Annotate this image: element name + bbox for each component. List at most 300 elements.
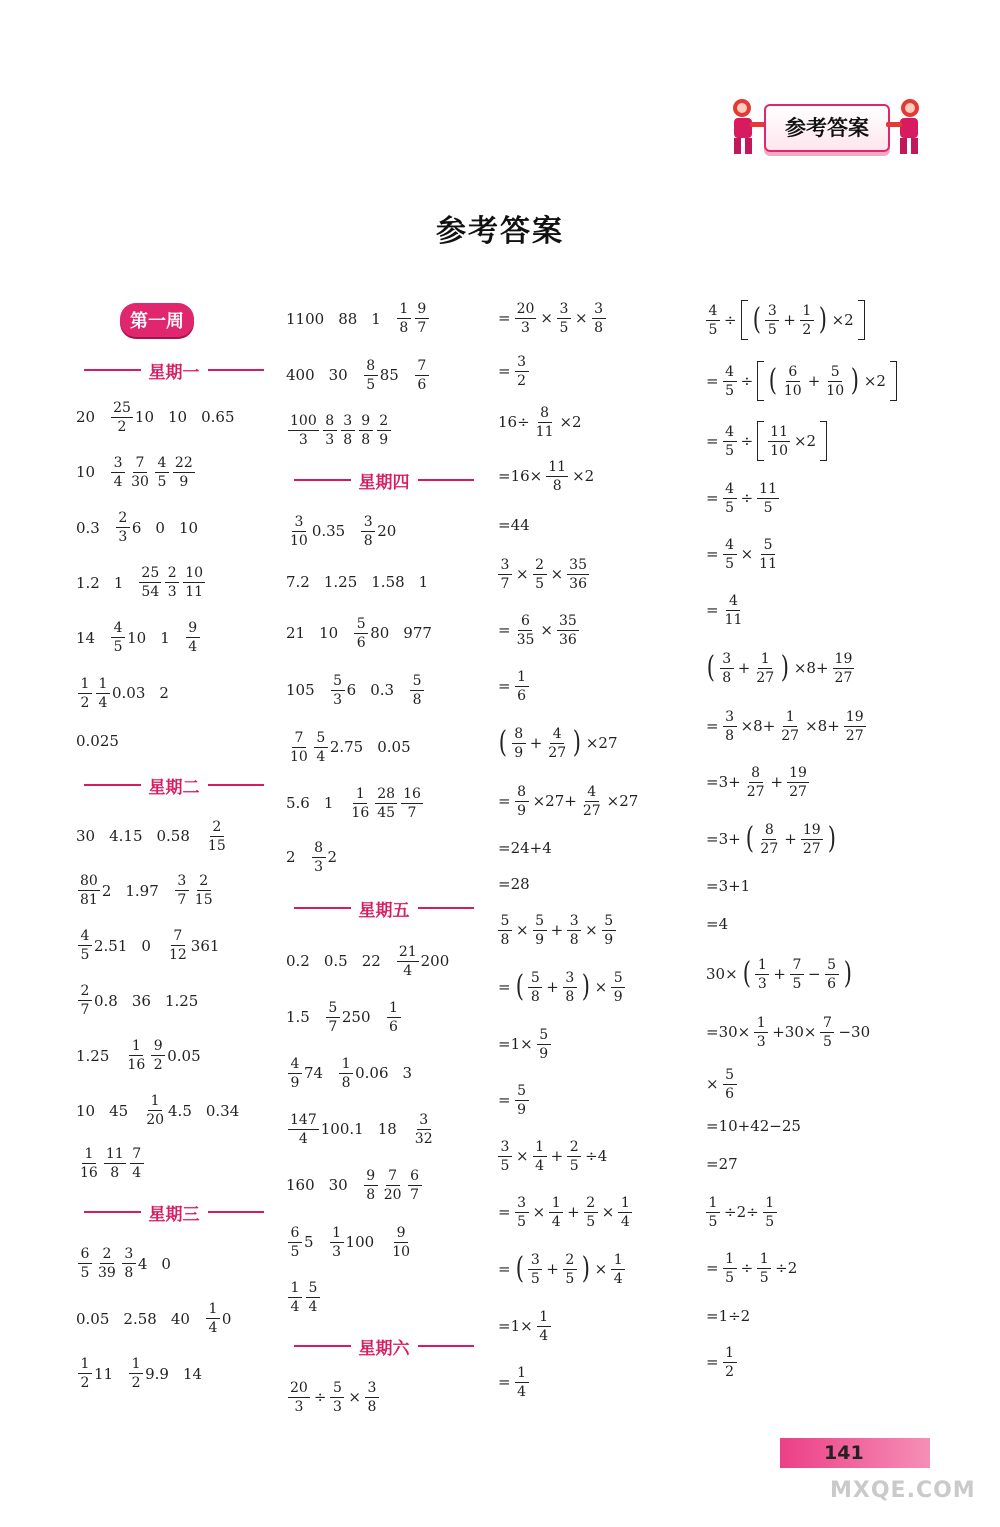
denominator: 27: [760, 840, 779, 857]
fraction: [528, 971, 542, 1004]
answer-value: 3: [402, 1064, 413, 1082]
numerator: 11: [548, 458, 567, 475]
operator: =30×: [706, 1023, 751, 1041]
numerator: 7: [386, 1169, 400, 1186]
fraction: [611, 971, 625, 1004]
answer-value: 30: [76, 827, 96, 845]
numerator: 1: [339, 1057, 353, 1074]
numerator: 6: [786, 365, 800, 382]
fraction: [768, 425, 790, 458]
numerator: 25: [141, 565, 160, 581]
operator: =: [498, 621, 511, 639]
fraction: [111, 456, 125, 489]
operator: +: [546, 978, 559, 996]
fraction: [331, 674, 345, 707]
fraction: [800, 304, 814, 337]
numerator: 7: [130, 1147, 144, 1164]
numerator: 1: [78, 677, 92, 694]
fraction: [288, 1381, 310, 1414]
operator: −: [807, 965, 821, 983]
operator: =: [498, 677, 511, 695]
fraction: [78, 1357, 92, 1390]
denominator: 5: [80, 1265, 90, 1281]
denominator: 3: [325, 431, 335, 448]
numerator: 9: [151, 1039, 165, 1056]
denominator: 2: [153, 1057, 163, 1073]
fraction: [288, 1057, 302, 1090]
operator: +: [529, 734, 543, 752]
parenthesis: (: [515, 1251, 524, 1286]
numerator: 2: [567, 1140, 581, 1157]
answer-value: 14: [182, 1364, 203, 1383]
numerator: 4: [723, 365, 737, 382]
divider-right: [208, 369, 265, 371]
operator: ×2: [793, 432, 817, 450]
answer-row: [76, 1138, 272, 1188]
denominator: 5: [823, 1033, 832, 1050]
operator: +: [567, 1203, 580, 1221]
denominator: 27: [756, 669, 775, 686]
denominator: 10: [783, 382, 802, 399]
numerator: 3: [563, 971, 577, 988]
answer-value: 0.03: [112, 684, 146, 702]
parenthesis: (: [768, 363, 778, 398]
fraction: [96, 677, 110, 710]
denominator: 5: [535, 575, 545, 592]
denominator: 5: [759, 1269, 769, 1286]
answer-value: 160: [286, 1176, 315, 1194]
numerator: 9: [364, 1169, 378, 1186]
denominator: 7: [177, 892, 187, 908]
denominator: 4: [535, 1157, 545, 1174]
answer-value: 2: [286, 848, 296, 866]
fraction: [165, 566, 179, 599]
fraction: [349, 787, 371, 820]
fraction: [288, 1226, 302, 1259]
divider-left: [84, 784, 141, 786]
answer-row: [76, 809, 272, 863]
answer-row: [286, 831, 482, 883]
equation-line: [496, 1184, 696, 1240]
operator: +: [770, 773, 784, 791]
parenthesis: (: [745, 821, 754, 856]
fraction: [326, 1001, 340, 1034]
fraction: [611, 1253, 625, 1286]
answer-value: 74: [304, 1064, 324, 1082]
fraction: [78, 929, 92, 962]
parenthesis: ): [780, 650, 790, 685]
answer-row: [286, 933, 482, 989]
fraction: [413, 1113, 435, 1146]
answer-value: 1.2: [76, 573, 100, 592]
fraction: [111, 401, 133, 434]
numerator: 7: [171, 929, 185, 946]
fraction: [546, 727, 568, 760]
fraction: [581, 785, 603, 818]
equation-line: [704, 582, 904, 638]
equation-line: [704, 1336, 904, 1388]
denominator: 2: [80, 1375, 90, 1391]
numerator: 1: [537, 1310, 551, 1327]
answer-row: [286, 503, 482, 559]
numerator: 3: [567, 914, 581, 931]
denominator: 4: [316, 748, 326, 765]
numerator: 5: [611, 971, 625, 988]
operator: ×: [574, 309, 588, 327]
numerator: 80: [80, 873, 98, 889]
fraction: [339, 1057, 353, 1090]
answer-row: [76, 973, 272, 1028]
day-heading: [286, 457, 482, 503]
numerator: 5: [828, 365, 842, 382]
numerator: 3: [292, 515, 306, 532]
operator: =: [498, 1091, 511, 1109]
divider-left: [294, 1345, 351, 1347]
numerator: 8: [512, 727, 526, 744]
denominator: 35: [516, 631, 535, 648]
fraction: [546, 460, 568, 493]
answer-value: 0.5: [323, 952, 348, 970]
numerator: 2: [533, 558, 547, 575]
numerator: 2: [197, 874, 211, 891]
fraction: [78, 1147, 100, 1180]
numerator: 1: [129, 1039, 143, 1056]
numerator: 1: [755, 958, 769, 975]
answer-row: [286, 775, 482, 831]
fraction: [288, 731, 310, 764]
numerator: 9: [394, 1226, 408, 1243]
parenthesis: (: [706, 650, 715, 685]
answer-value: 0: [221, 1309, 232, 1328]
denominator: 16: [127, 1057, 146, 1073]
fraction: [592, 302, 606, 335]
operator: =3+1: [706, 877, 751, 895]
denominator: 11: [535, 423, 554, 440]
answer-value: 2: [327, 848, 338, 866]
answer-row: [76, 1028, 272, 1083]
operator: ×: [594, 978, 608, 996]
denominator: 9: [535, 931, 545, 948]
operator: +30×: [772, 1023, 817, 1041]
numerator: 3: [592, 302, 606, 319]
numerator: 1: [754, 1016, 768, 1033]
operator: =: [706, 545, 719, 563]
operator: 30×: [706, 965, 738, 983]
operator: +: [737, 659, 751, 677]
numerator: 1: [353, 787, 367, 804]
equation-line: [496, 1016, 696, 1072]
fraction: [537, 1028, 551, 1061]
fraction: [130, 1147, 144, 1180]
day-label: 星期六: [358, 1338, 410, 1359]
answer-value: 11: [94, 1364, 114, 1383]
denominator: 4: [517, 1383, 527, 1400]
operator: =: [706, 372, 719, 390]
operator: =: [706, 717, 719, 735]
day-label: 星期三: [148, 1204, 200, 1225]
fraction: [144, 1094, 166, 1127]
answer-value: 2.58: [123, 1309, 157, 1328]
fraction: [288, 1281, 302, 1314]
answer-value: 0.05: [377, 738, 411, 756]
fraction: [515, 670, 529, 703]
numerator: 1: [706, 1196, 720, 1213]
denominator: 7: [407, 804, 417, 821]
operator: =: [498, 1260, 511, 1278]
numerator: 1: [96, 677, 110, 694]
answer-row: [76, 1291, 272, 1346]
denominator: 10: [770, 442, 788, 459]
operator: =3+: [706, 773, 741, 791]
parenthesis: (: [742, 956, 751, 991]
denominator: 2: [117, 418, 127, 435]
kid-right-illustration: [886, 96, 930, 158]
answer-value: 5.6: [286, 794, 310, 812]
operator: =: [706, 1353, 719, 1371]
answer-value: 10: [319, 624, 339, 642]
numerator: 19: [834, 650, 853, 667]
denominator: 5: [765, 1213, 775, 1230]
equation-line: [704, 1060, 904, 1108]
answer-row: [76, 555, 272, 610]
operator: =: [498, 1203, 511, 1221]
denominator: 4: [290, 1298, 300, 1315]
answer-value: 22: [361, 952, 381, 970]
operator: ÷: [724, 311, 737, 329]
numerator: 1: [82, 1147, 96, 1164]
operator: +: [773, 965, 786, 983]
numerator: 1: [757, 1252, 771, 1269]
fraction: [567, 1140, 581, 1173]
denominator: 5: [725, 1269, 735, 1286]
denominator: 5: [763, 499, 773, 516]
denominator: 8: [124, 1265, 134, 1281]
fraction: [288, 515, 310, 548]
numerator: 2: [377, 414, 391, 431]
answer-value: 1.5: [286, 1008, 310, 1026]
equation-line: [704, 904, 904, 944]
numerator: 6: [288, 1226, 302, 1243]
fraction: [563, 971, 577, 1004]
header-badge: [718, 96, 930, 162]
denominator: 3: [294, 1398, 304, 1415]
answer-value: 1.58: [371, 573, 405, 591]
parenthesis: ): [581, 969, 590, 1004]
fraction: [754, 1016, 768, 1049]
denominator: 27: [548, 744, 567, 761]
denominator: 16: [80, 1164, 98, 1181]
numerator: 1: [148, 1094, 162, 1111]
equation-line: [704, 526, 904, 582]
fraction: [78, 984, 92, 1017]
numerator: 20: [290, 1379, 308, 1396]
denominator: 4: [308, 1298, 318, 1315]
denominator: 5: [586, 1213, 596, 1230]
answer-value: 1: [418, 573, 429, 591]
denominator: 8: [399, 320, 409, 336]
fraction: [387, 1001, 401, 1034]
operator: =4: [706, 915, 729, 933]
equation-line: [496, 346, 696, 396]
answer-value: 40: [170, 1309, 190, 1328]
answer-value: 2.75: [329, 738, 364, 756]
denominator: 3: [118, 529, 128, 545]
operator: +: [550, 1147, 564, 1165]
parenthesis: ): [581, 1251, 590, 1286]
numerator: 5: [314, 731, 328, 748]
operator: ÷2: [775, 1259, 798, 1277]
operator: ×: [585, 921, 598, 939]
fraction: [533, 558, 547, 591]
equation-line: [496, 1072, 696, 1128]
fraction: [288, 414, 319, 447]
numerator: 5: [602, 914, 616, 931]
day-heading: [286, 883, 482, 933]
equation-line: [496, 830, 696, 866]
denominator: 5: [517, 1213, 527, 1230]
answer-value: 10: [127, 628, 147, 647]
answer-value: 977: [403, 624, 432, 642]
fraction: [314, 731, 328, 764]
denominator: 2: [80, 694, 90, 711]
numerator: 1: [387, 1001, 401, 1018]
operator: ÷: [740, 432, 754, 450]
numerator: 1: [758, 652, 772, 669]
answer-value: 10: [178, 518, 199, 537]
operator: =28: [498, 875, 530, 893]
bracket: [858, 300, 865, 340]
answer-value: 10: [76, 463, 96, 481]
denominator: 11: [759, 555, 777, 572]
fraction: [567, 558, 589, 591]
fraction: [415, 302, 429, 335]
fraction: [397, 302, 411, 335]
denominator: 6: [417, 376, 427, 393]
fraction: [361, 515, 375, 548]
fraction: [533, 914, 547, 947]
answer-value: 10: [168, 408, 188, 426]
fraction: [139, 566, 161, 599]
answer-row: [286, 661, 482, 719]
numerator: 2: [100, 1247, 114, 1264]
equation-line: [496, 290, 696, 346]
numerator: 1: [515, 1366, 529, 1383]
operator: ×: [540, 621, 553, 639]
bracket: [820, 421, 827, 461]
operator: =: [706, 489, 719, 507]
equation-line: [704, 412, 904, 470]
answer-row: [286, 1157, 482, 1213]
operator: =: [706, 1259, 719, 1277]
denominator: 27: [789, 783, 807, 800]
denominator: 5: [559, 319, 569, 336]
denominator: 9: [604, 931, 614, 948]
equation-line: [704, 1144, 904, 1184]
denominator: 11: [724, 611, 743, 628]
numerator: 8: [364, 359, 378, 376]
answer-value: 1.25: [323, 573, 358, 591]
equation-line: [704, 350, 904, 412]
operator: =24+4: [498, 839, 552, 857]
fraction: [515, 785, 529, 818]
answer-value: 21: [286, 624, 306, 642]
answer-row: [76, 721, 272, 761]
denominator: 5: [565, 1270, 575, 1287]
answer-value: 0.06: [355, 1064, 389, 1082]
answer-row: [76, 665, 272, 721]
numerator: 5: [498, 914, 512, 931]
answer-column-4: [704, 290, 904, 1388]
fraction: [341, 414, 355, 447]
fraction: [515, 1084, 529, 1117]
denominator: 10: [392, 1243, 411, 1260]
denominator: 8: [500, 931, 510, 948]
fraction: [306, 1281, 320, 1314]
answer-value: 400: [286, 366, 315, 384]
denominator: 5: [290, 1243, 300, 1260]
answer-row: [286, 1045, 482, 1101]
fraction: [498, 558, 512, 591]
numerator: 19: [845, 708, 864, 725]
denominator: 9: [539, 1045, 549, 1062]
fraction: [515, 1196, 529, 1229]
watermark: MXQE.COM: [830, 1478, 976, 1503]
fraction: [563, 1253, 577, 1286]
operator: ÷2÷: [724, 1203, 759, 1221]
answer-row: [76, 390, 272, 444]
numerator: 3: [498, 558, 512, 575]
answer-row: [76, 1083, 272, 1138]
divider-left: [84, 369, 141, 371]
fraction: [723, 482, 737, 515]
fraction: [754, 652, 776, 685]
fraction: [129, 1357, 143, 1390]
numerator: 8: [323, 414, 337, 431]
denominator: 2: [725, 1363, 735, 1380]
denominator: 8: [361, 431, 371, 448]
fraction: [758, 823, 780, 856]
denominator: 5: [725, 499, 735, 516]
denominator: 7: [410, 1186, 420, 1203]
equation-line: [704, 1296, 904, 1336]
day-heading: [76, 1188, 272, 1236]
fraction: [330, 1226, 344, 1259]
equation-line: [704, 290, 904, 350]
divider-right: [418, 479, 475, 481]
answer-value: 0.65: [201, 408, 235, 426]
denominator: 4: [132, 1164, 142, 1181]
answer-value: 1.25: [164, 991, 199, 1010]
numerator: 1: [206, 1302, 220, 1319]
answer-value: 250: [341, 1008, 371, 1026]
equation-line: [496, 866, 696, 902]
numerator: 19: [789, 764, 807, 781]
numerator: 1: [800, 304, 814, 321]
numerator: 5: [825, 958, 839, 975]
answer-value: 1: [113, 573, 124, 592]
answer-value: 20: [76, 408, 96, 426]
denominator: 45: [377, 804, 396, 821]
denominator: 8: [722, 669, 732, 686]
numerator: 3: [498, 1140, 512, 1157]
numerator: 2: [78, 984, 92, 1001]
operator: ×2: [863, 372, 886, 390]
denominator: 30: [131, 473, 149, 490]
numerator: 3: [122, 1247, 136, 1264]
answer-value: 18: [377, 1120, 397, 1138]
numerator: 8: [749, 766, 763, 783]
answer-value: 36: [131, 991, 151, 1010]
